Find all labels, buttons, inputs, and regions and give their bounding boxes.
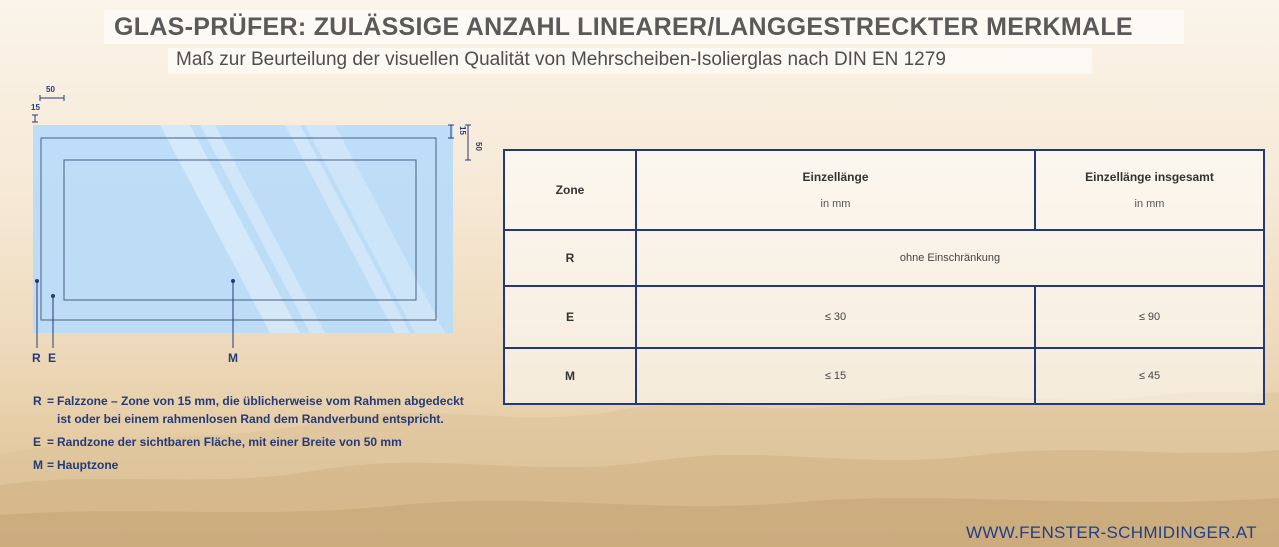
legend-text: Falzzone – Zone von 15 mm, die üblicherweise vom Rahmen abgedeckt ist oder bei einem rahmenlosen Rand dem Randverbund entspricht.	[57, 394, 464, 426]
row-zone-cell: M	[504, 348, 636, 404]
row-einzellaenge-cell: ≤ 15	[636, 348, 1035, 404]
row-einzellaenge-cell: ≤ 30	[636, 286, 1035, 348]
header-zone: Zone	[504, 150, 636, 230]
header-einzellaenge	[636, 150, 1035, 230]
table-row	[504, 230, 1264, 286]
dim-right-small-label: 15	[458, 126, 467, 135]
feature-limits-table	[503, 149, 1265, 405]
table-row	[504, 348, 1264, 404]
legend-key: E	[33, 435, 42, 449]
header-einzellaenge-unit: in mm	[820, 198, 851, 210]
legend-item-m	[33, 456, 473, 474]
legend-text: Randzone der sichtbaren Fläche, mit einer Breite von 50 mm	[57, 435, 402, 449]
legend-key: M	[33, 458, 43, 472]
row-insgesamt-cell: ≤ 90	[1035, 286, 1264, 348]
legend-item-e	[33, 433, 473, 451]
legend-text: Hauptzone	[57, 458, 119, 472]
zone-e-label: E	[48, 351, 57, 365]
header-einzellaenge-insgesamt	[1035, 150, 1264, 230]
row-insgesamt-cell: ≤ 45	[1035, 348, 1264, 404]
row-zone-cell: E	[504, 286, 636, 348]
page-title: GLAS-PRÜFER: ZULÄSSIGE ANZAHL LINEARER/LANGGESTRECKTER MERKMALE	[114, 13, 1133, 41]
website-link[interactable]: WWW.FENSTER-SCHMIDINGER.AT	[966, 523, 1257, 542]
header-insgesamt-unit: in mm	[1134, 198, 1165, 210]
dim-right-large-label: 50	[474, 142, 483, 151]
dim-top-height-label: 15	[31, 103, 40, 112]
table-row	[504, 286, 1264, 348]
zone-m-label: M	[228, 351, 238, 365]
zone-legend	[33, 392, 473, 479]
header-insgesamt-title: Einzellänge insgesamt	[1085, 170, 1214, 184]
legend-equals: =	[47, 435, 55, 449]
table-header-row	[504, 150, 1264, 230]
dim-top-width-label: 50	[46, 85, 55, 94]
legend-equals: =	[47, 458, 55, 472]
row-merged-cell: ohne Einschränkung	[636, 230, 1264, 286]
glass-zone-diagram	[0, 80, 500, 380]
legend-equals: =	[47, 394, 55, 408]
row-zone-cell: R	[504, 230, 636, 286]
legend-item-r	[33, 392, 473, 428]
page-subtitle: Maß zur Beurteilung der visuellen Qualität von Mehrscheiben-Isolierglas nach DIN EN 1279	[176, 49, 946, 70]
legend-key: R	[33, 394, 42, 408]
zone-r-label: R	[32, 351, 41, 365]
header-einzellaenge-title: Einzellänge	[802, 170, 869, 184]
